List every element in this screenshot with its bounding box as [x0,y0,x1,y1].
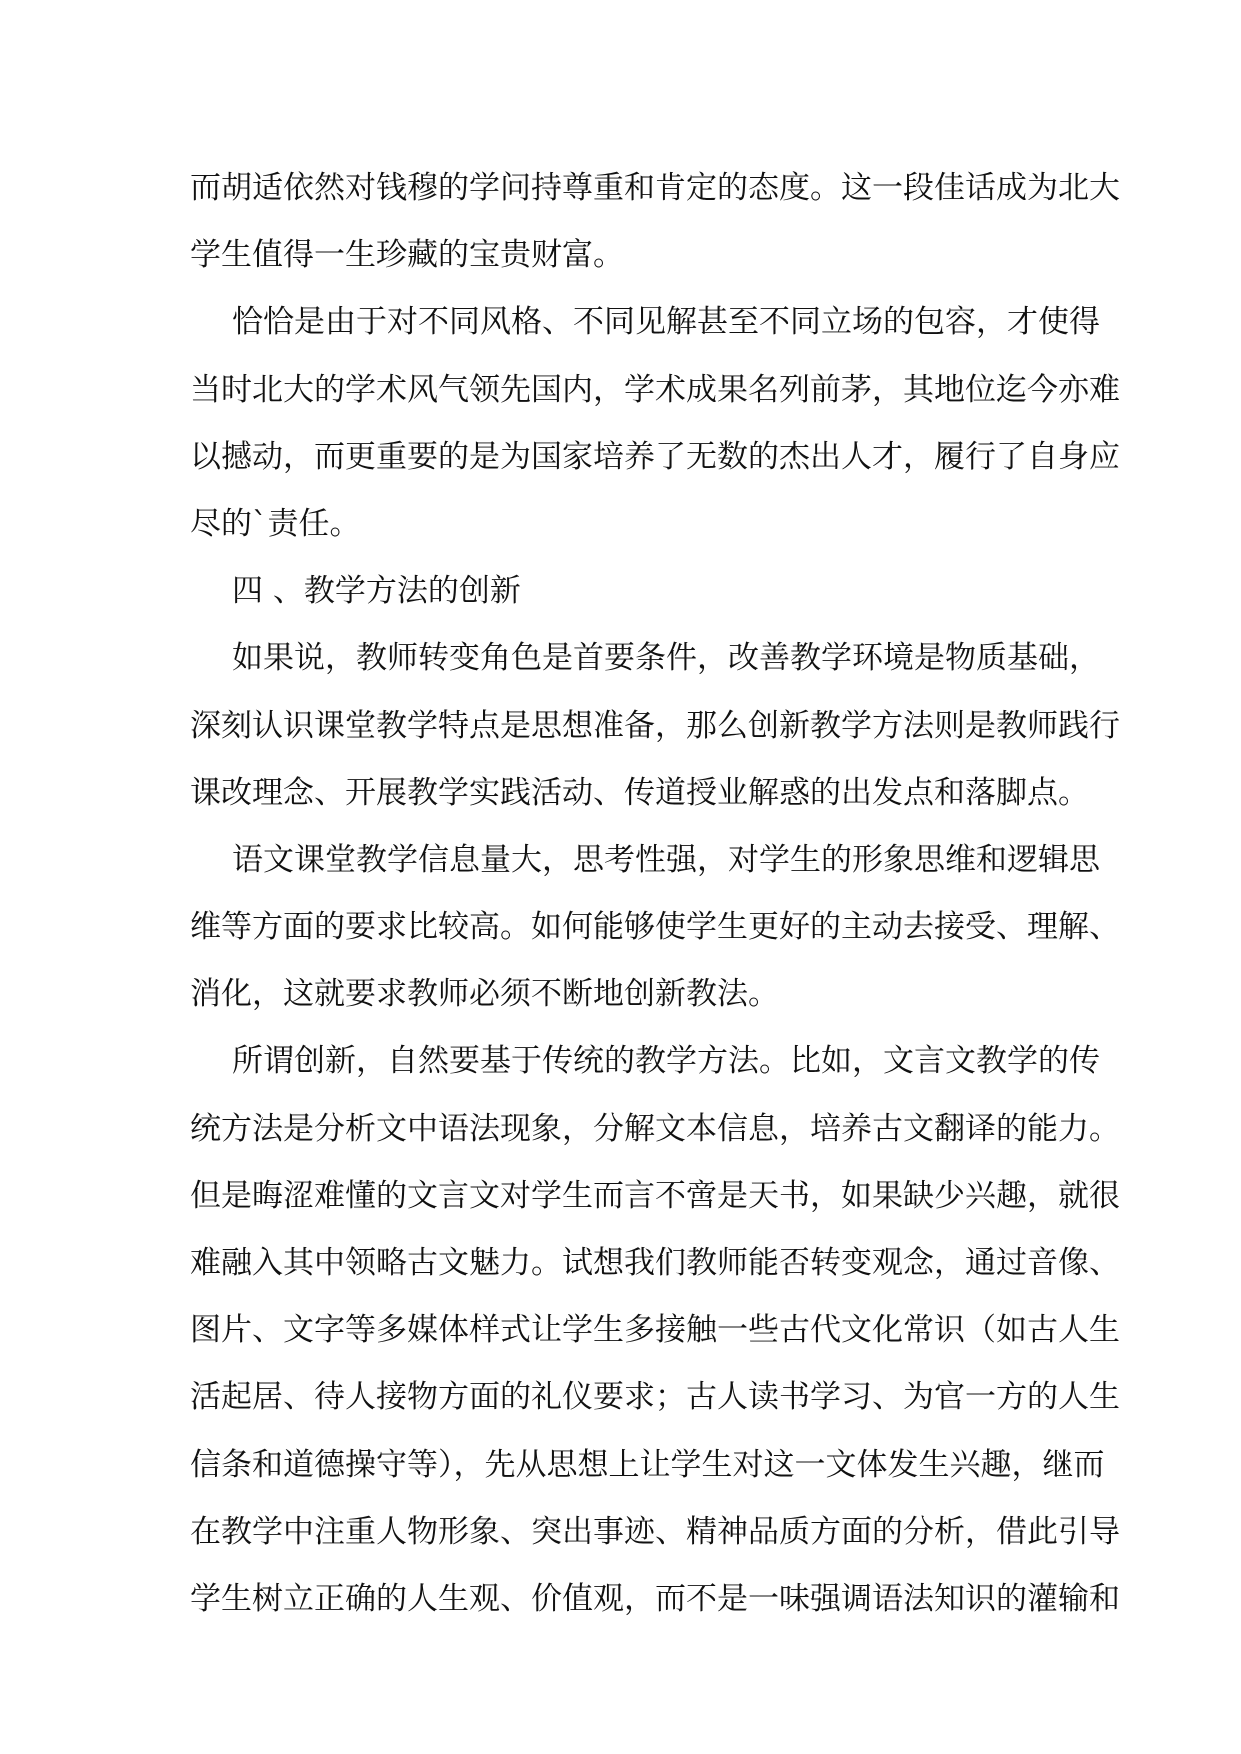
text-line: 深刻认识课堂教学特点是思想准备，那么创新教学方法则是教师践行 [190,707,1120,744]
section-heading: 四 、教学方法的创新 [232,573,521,610]
text-line: 语文课堂教学信息量大，思考性强，对学生的形象思维和逻辑思 [232,841,1100,878]
text-line: 维等方面的要求比较高。如何能够使学生更好的主动去接受、理解、 [190,909,1120,946]
text-line: 学生树立正确的人生观、价值观，而不是一味强调语法知识的灌输和 [190,1580,1120,1617]
text-line: 统方法是分析文中语法现象，分解文本信息，培养古文翻译的能力。 [190,1110,1120,1147]
text-line: 难融入其中领略古文魅力。试想我们教师能否转变观念，通过音像、 [190,1245,1120,1281]
body-text [190,155,1120,1633]
text-line: 所谓创新，自然要基于传统的教学方法。比如，文言文教学的传 [232,1043,1100,1080]
text-line: 当时北大的学术风气领先国内，学术成果名列前茅，其地位迄今亦难 [190,371,1120,408]
text-line: 活起居、待人接物方面的礼仪要求；古人读书学习、为官一方的人生 [190,1379,1120,1416]
text-line: 以撼动，而更重要的是为国家培养了无数的杰出人才，履行了自身应 [190,438,1120,475]
text-line: 学生值得一生珍藏的宝贵财富。 [190,237,624,274]
text-line: 尽的`责任。 [190,505,361,542]
text-line: 信条和道德操守等），先从思想上让学生对这一文体发生兴趣，继而 [190,1446,1105,1483]
text-line: 在教学中注重人物形象、突出事迹、精神品质方面的分析，借此引导 [190,1513,1120,1550]
text-line: 而胡适依然对钱穆的学问持尊重和肯定的态度。这一段佳话成为北大 [190,170,1120,206]
text-line: 消化，这就要求教师必须不断地创新教法。 [190,976,779,1013]
text-line: 图片、文字等多媒体样式让学生多接触一些古代文化常识（如古人生 [190,1312,1120,1349]
text-line: 课改理念、开展教学实践活动、传道授业解惑的出发点和落脚点。 [190,774,1089,811]
text-line: 但是晦涩难懂的文言文对学生而言不啻是天书，如果缺少兴趣，就很 [190,1177,1120,1214]
text-line: 恰恰是由于对不同风格、不同见解甚至不同立场的包容，才使得 [232,304,1100,341]
text-line: 如果说，教师转变角色是首要条件，改善教学环境是物质基础， [232,640,1100,677]
